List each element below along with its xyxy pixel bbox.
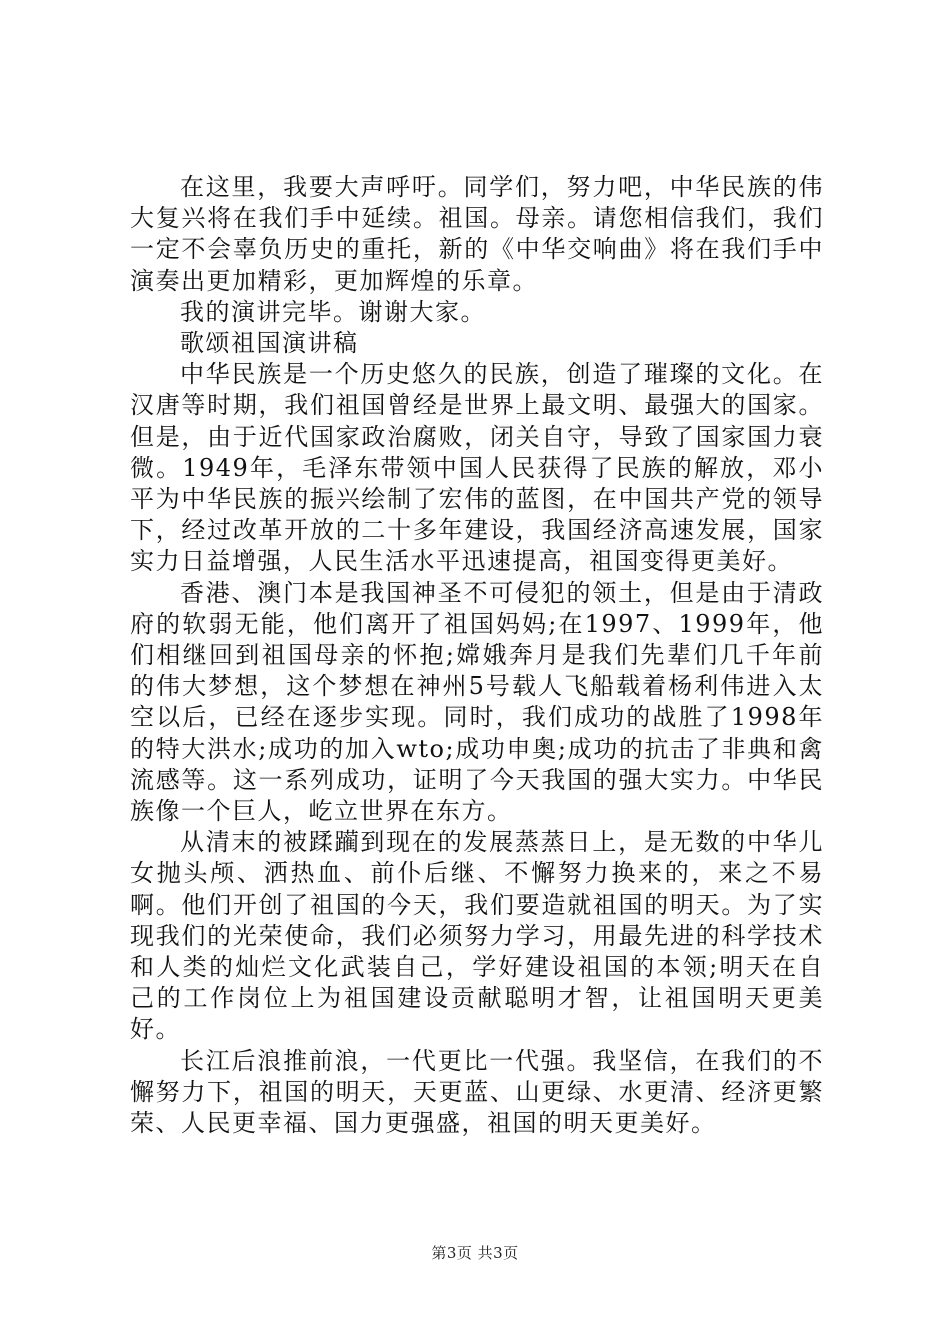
document-body [130,172,824,1139]
paragraph-thanks: 我的演讲完毕。谢谢大家。 [180,297,486,326]
paragraph-mission: 从清末的被蹂躏到现在的发展蒸蒸日上，是无数的中华儿女抛头颅、洒热血、前仆后继、不懈努力换来的，来之不易啊。他们开创了祖国的今天，我们要造就祖国的明天。为了实现我们的光荣使命，我们必须努力学习，用最先进的科学技术和人类的灿烂文化武装自己，学好建设祖国的本领;明天在自己的工作岗位上为祖国建设贡献聪明才智，让祖国明天更美好。 [130,828,824,1044]
paragraph-closing-appeal: 在这里，我要大声呼吁。同学们，努力吧，中华民族的伟大复兴将在我们手中延续。祖国。母亲。请您相信我们，我们一定不会辜负历史的重托，新的《中华交响曲》将在我们手中演奏出更加精彩，更加辉煌的乐章。 [130,173,824,295]
paragraph-future: 长江后浪推前浪，一代更比一代强。我坚信，在我们的不懈努力下，祖国的明天，天更蓝、山更绿、水更清、经济更繁荣、人民更幸福、国力更强盛，祖国的明天更美好。 [130,1046,824,1138]
paragraph-achievements: 香港、澳门本是我国神圣不可侵犯的领土，但是由于清政府的软弱无能，他们离开了祖国妈妈;在1997、1999年，他们相继回到祖国母亲的怀抱;嫦娥奔月是我们先辈们几千年前的伟大梦想，这个梦想在神州5号载人飞船载着杨利伟进入太空以后，已经在逐步实现。同时，我们成功的战胜了1998年的特大洪水;成功的加入wto;成功申奥;成功的抗击了非典和禽流感等。这一系列成功，证明了今天我国的强大实力。中华民族像一个巨人，屹立世界在东方。 [130,578,824,826]
section-title: 歌颂祖国演讲稿 [180,329,359,358]
page-footer [0,1243,950,1263]
page-number-label: 第3页 共3页 [431,1244,519,1262]
paragraph-history: 中华民族是一个历史悠久的民族，创造了璀璨的文化。在汉唐等时期，我们祖国曾经是世界上最文明、最强大的国家。但是，由于近代国家政治腐败，闭关自守，导致了国家国力衰微。1949年，毛泽东带领中国人民获得了民族的解放，邓小平为中华民族的振兴绘制了宏伟的蓝图，在中国共产党的领导下，经过改革开放的二十多年建设，我国经济高速发展，国家实力日益增强，人民生活水平迅速提高，祖国变得更美好。 [130,360,824,576]
